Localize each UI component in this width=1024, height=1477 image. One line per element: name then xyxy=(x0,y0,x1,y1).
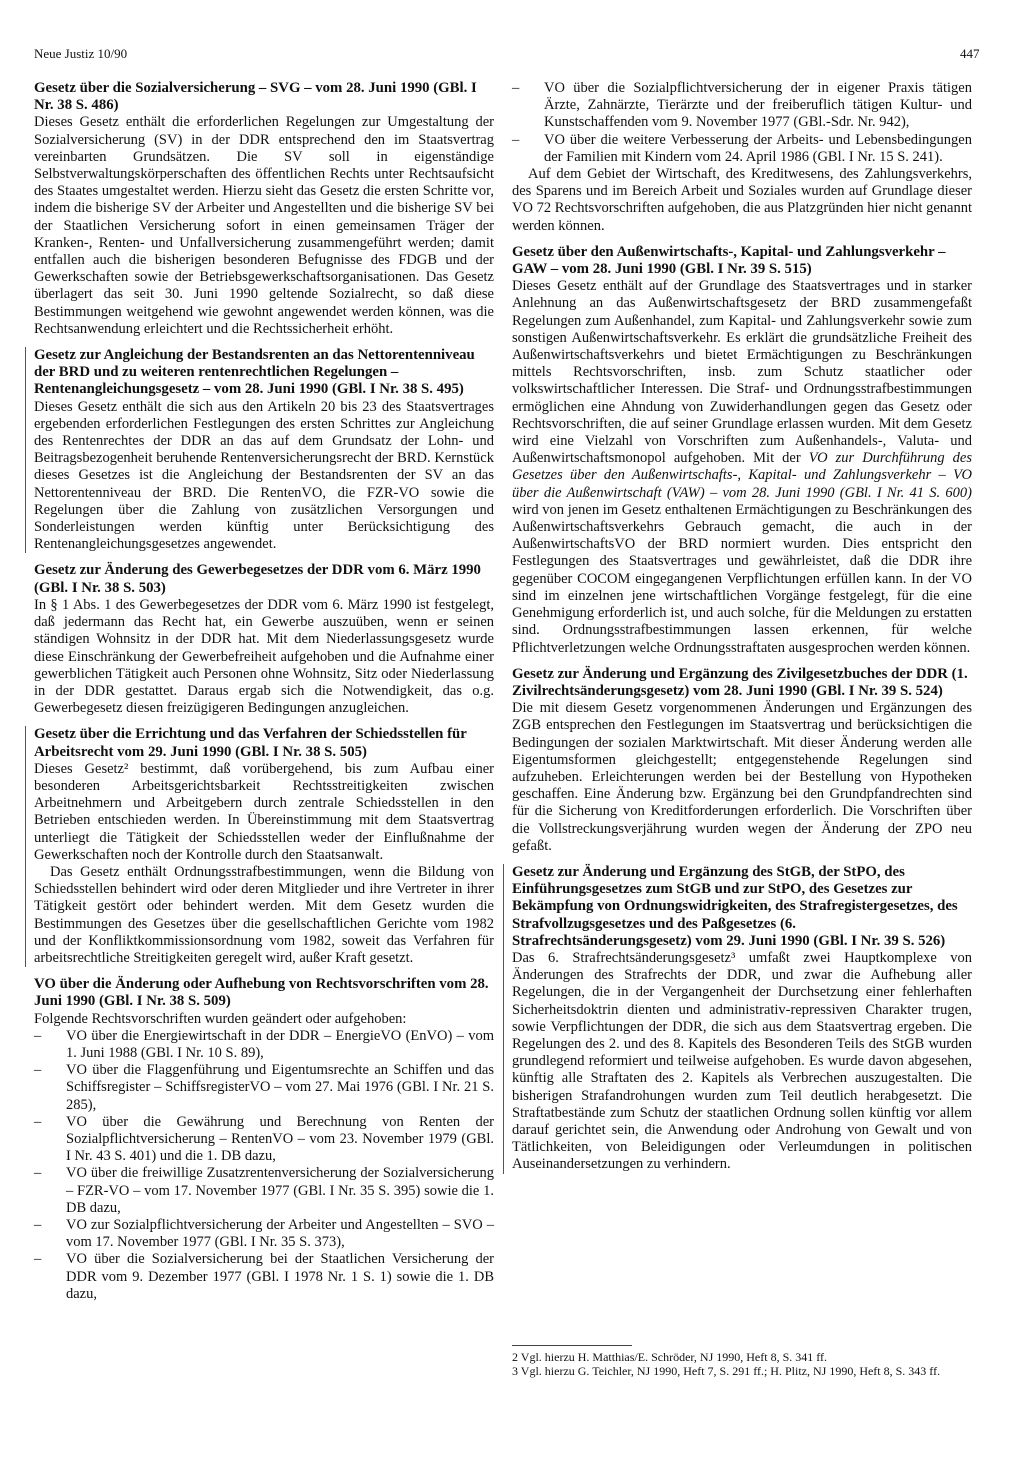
list-item: – VO über die Sozialpflichtversicherung der in eigener Praxis tätigen Ärzte, Zahnärzte, Tierärzte und der freiberuflich tätigen Kultur- und Kunstschaffenden vom 9. November 1977 (GBl.-Sdr. Nr. 942), xyxy=(512,80,972,132)
paragraph-text: wird von jenen im Gesetz enthaltenen Ermächtigungen zu Beschränkungen des Außenwirtschaftsverkehrs Gebrauch gemacht, die auch in der AußenwirtschaftsVO der BRD normiert wurden. Dies entspricht den Festlegungen des Staatsvertrages und gewährleistet, daß die DDR ihre gegenüber COCOM eingegangenen Verpflichtungen erfüllen kann. In der VO sind im einzelnen jene wirtschaftlichen Vorgänge festgelegt, für die eine Genehmigung erforderlich ist, und auch solche, für die Meldungen zu erstatten sind. Ordnungsstrafbestimmungen lassen erkennen, für welche Pflichtverletzungen welche Ordnungsstraftaten ausgesprochen werden können. xyxy=(512,501,972,656)
section-gewerbegesetz xyxy=(34,562,494,717)
paragraph-text: Dieses Gesetz enthält auf der Grundlage des Staatsvertrages und in starker Anlehnung an das Außenwirtschaftsgesetz der BRD zusammengefaßt Regelungen zum Außenhandel, zum Kapital- und Zahlungsverkehr sowie zum sonstigen Außenwirtschaftsverkehr. Es erklärt die grundsätzliche Freiheit des Außenwirtschaftsverkehrs und bietet Ermächtigungen zu Beschränkungen mittels Rechtsvorschriften, insb. zum Schutz staatlicher oder volkswirtschaftlicher Interessen. Die Straf- und Ordnungsstrafbestimmungen ermöglichen eine Ahndung von Zuwiderhandlungen gegen das Gesetz oder Rechtsvorschriften, die auf seiner Grundlage erlassen wurden. Mit dem Gesetz wird eine Vielzahl von Vorschriften zum Außenhandels-, Valuta- und Außenwirtschaftsmonopol aufgehoben. Mit der xyxy=(512,278,972,467)
footnote-rule xyxy=(512,1345,632,1346)
section-paragraph xyxy=(512,278,972,656)
section-paragraph: Das Gesetz enthält Ordnungsstrafbestimmungen, wenn die Bildung von Schiedsstellen behindert wird oder deren Mitglieder und ihre Vertreter in ihrer Tätigkeit gestört oder behindert werden. Mit dem Gesetz wurden die Bestimmungen des Gesetzes über die gesellschaftlichen Gerichte vom 1982 und der Konfliktkommissionsordnung vom 1982, soweit das Verfahren für arbeitsrechtliche Streitigkeiten geregelt wird, außer Kraft gesetzt. xyxy=(34,863,494,966)
section-title: Gesetz zur Änderung und Ergänzung des StGB, der StPO, des Einführungsgesetzes zum StGB und zur StPO, des Gesetzes zur Bekämpfung von Ordnungswidrigkeiten, des Strafregistergesetzes, des Strafvollzugsgesetzes und des Paßgesetzes (6. Strafrechtsänderungsgesetz) vom 29. Juni 1990 (GBl. I Nr. 39 S. 526) xyxy=(512,863,958,949)
section-vo-continued xyxy=(512,80,972,235)
section-title: Gesetz über den Außenwirtschafts-, Kapital- und Zahlungsverkehr – GAW – vom 28. Juni 1990 (GBl. I Nr. 39 S. 515) xyxy=(512,243,946,278)
section-paragraph: In § 1 Abs. 1 des Gewerbegesetzes der DDR vom 6. März 1990 ist festgelegt, daß jedermann das Recht hat, ein Gewerbe auszuüben, wenn er seinen ständigen Wohnsitz in der DDR hat. Mit dem Niederlassungsgesetz wurde diese Einschränkung der Gewerbefreiheit aufgehoben und die Aufnahme einer gewerblichen Tätigkeit auch Personen ohne Wohnsitz, Sitz oder Niederlassung in der DDR gestattet. Daraus ergab sich die Notwendigkeit, das o.g. Gewerbegesetz diesen freizügigeren Bedingungen anzugleichen. xyxy=(34,596,494,717)
section-zivilrechtsaenderungsgesetz xyxy=(512,666,972,855)
section-title: Gesetz zur Änderung und Ergänzung des Zivilgesetzbuches der DDR (1. Zivilrechtsänderungsgesetz) vom 28. Juni 1990 (GBl. I Nr. 39 S. 524) xyxy=(512,665,968,699)
section-title: Gesetz über die Errichtung und das Verfahren der Schiedsstellen für Arbeitsrecht vom 29. Juni 1990 (GBl. I Nr. 38 S. 505) xyxy=(34,726,467,760)
regulation-list xyxy=(512,80,972,166)
section-paragraph: Dieses Gesetz² bestimmt, daß vorübergehend, bis zum Aufbau einer besonderen Arbeitsgerichtsbarkeit Rechtsstreitigkeiten zwischen Arbeitnehmern und Arbeitgebern durch zentrale Schiedsstellen in den Betrieben entschieden werden. In Übereinstimmung mit dem Staatsvertrag unterliegt die Tätigkeit der Schiedsstellen weder der Einflußnahme der Gewerkschaften noch der Kontrolle durch den Staatsanwalt. xyxy=(34,760,494,863)
section-svg xyxy=(34,80,494,338)
section-title: Gesetz über die Sozialversicherung – SVG – vom 28. Juni 1990 (GBl. I Nr. 38 S. 486) xyxy=(34,80,477,114)
section-paragraph: Das 6. Strafrechtsänderungsgesetz³ umfaßt zwei Hauptkomplexe von Änderungen des Strafrechts der DDR, und zwar die Aufhebung aller Regelungen, die in der Vergangenheit der Durchsetzung einer fehlerhaften Sicherheitsdoktrin dienten und administrativ-repressiven Charakter trugen, sowie Verpflichtungen der DDR, die sich aus dem Staatsvertrag ergeben. Die Regelungen des 2. und des 8. Kapitels des Besonderen Teils des StGB wurden grundlegend reformiert und teilweise aufgehoben. Es wurde davon abgesehen, künftig alle Straftaten des 2. Kapitels als Verbrechen auszugestalten. Die bisherigen Strafandrohungen wurden zum Teil deutlich herabgesetzt. Die Straftatbestände zum Schutz der staatlichen Ordnung sollen künftig vor allem darauf gerichtet sein, die Anwendung oder Androhung von Gewalt und von Tätlichkeiten, von Beleidigungen oder Verleumdungen in politischen Auseinandersetzungen zu verhindern. xyxy=(512,949,972,1173)
section-rentenangleichungsgesetz xyxy=(25,347,494,553)
list-item: – VO über die Sozialversicherung bei der Staatlichen Versicherung der DDR vom 9. Dezember 1977 (GBl. I 1978 Nr. 1 S. 1) sowie die 1. DB dazu, xyxy=(34,1251,494,1303)
footnotes xyxy=(512,1345,972,1378)
list-item: – VO über die freiwillige Zusatzrentenversicherung der Sozialversicherung – FZR-VO – vom 17. November 1977 (GBl. I Nr. 35 S. 395) sowie die 1. DB dazu, xyxy=(34,1165,494,1217)
footnote-3: 3 Vgl. hierzu G. Teichler, NJ 1990, Heft 7, S. 291 ff.; H. Plitz, NJ 1990, Heft 8, S. 343 ff. xyxy=(512,1364,941,1378)
paragraph-italic-citation: VO zur Durchführung des Gesetzes über den Außenwirtschafts-, Kapital- und Zahlungsverkehr – VO über die Außenwirtschaft (VAW) – vom 28. Juni 1990 (GBl. I Nr. 41 S. 600) xyxy=(512,450,972,501)
section-paragraph: Dieses Gesetz enthält die erforderlichen Regelungen zur Umgestaltung der Sozialversicherung (SV) in der DDR entsprechend den im Staatsvertrag vereinbarten Grundsätzen. Die SV soll in eigenständige Selbstverwaltungskörperschaften des öffentlichen Rechts unter Rechtsaufsicht des Staates umgestaltet werden. Hierzu sieht das Gesetz die ersten Schritte vor, indem die bisherige SV der Arbeiter und Angestellten und die bisherige SV bei der Staatlichen Versicherung sofort in einen gemeinsamen Träger der Kranken-, Renten- und Unfallversicherung zusammengeführt werden; damit entfallen auch die bisherigen besonderen Befugnisse des FDGB und der Gewerkschaften sowie der Betriebsgewerkschaftsorganisationen. Das Gesetz überlagert das seit 30. Juni 1990 geltende Sozialrecht, so daß diese Bestimmungen weitgehend wie gewohnt angewendet werden können, was die Rechtsanwendung erleichtert und die Rechtssicherheit erhöht. xyxy=(34,114,494,337)
right-column xyxy=(512,80,972,1183)
list-item: – VO über die Gewährung und Berechnung von Renten der Sozialpflichtversicherung – RentenVO – vom 23. November 1979 (GBl. I Nr. 43 S. 401) und die 1. DB dazu, xyxy=(34,1114,494,1166)
list-item: – VO über die Flaggenführung und Eigentumsrechte an Schiffen und das Schiffsregister – SchiffsregisterVO – vom 27. Mai 1976 (GBl. I Nr. 21 S. 285), xyxy=(34,1062,494,1114)
section-paragraph: Auf dem Gebiet der Wirtschaft, des Kreditwesens, des Zahlungsverkehrs, des Sparens und im Bereich Arbeit und Soziales wurden auf Grundlage dieser VO 72 Rechtsvorschriften aufgehoben, die aus Platzgründen hier nicht genannt werden können. xyxy=(512,166,972,234)
section-strafrechtsaenderungsgesetz xyxy=(503,864,972,1174)
left-column xyxy=(34,80,494,1312)
section-schiedsstellen xyxy=(25,726,494,967)
page-number: 447 xyxy=(960,46,980,61)
section-title: Gesetz zur Angleichung der Bestandsrenten an das Nettorentenniveau der BRD und zu weiteren rentenrechtlichen Regelungen – Rentenangleichungsgesetz – vom 28. Juni 1990 (GBl. I Nr. 38 S. 495) xyxy=(34,347,475,398)
list-item: – VO über die weitere Verbesserung der Arbeits- und Lebensbedingungen der Familien mit Kindern vom 24. April 1986 (GBl. I Nr. 15 S. 241). xyxy=(512,132,972,166)
section-paragraph: Die mit diesem Gesetz vorgenommenen Änderungen und Ergänzungen des ZGB entsprechen den Festlegungen im Staatsvertrag und berücksichtigen die Bedingungen der sozialen Marktwirtschaft. Mit dieser Änderung werden alle Eigentumsformen gleichgestellt; entgegenstehende Regelungen sind aufzuheben. Erleichterungen werden bei der Bestellung von Hypotheken geschaffen. Eine Änderung bzw. Ergänzung bei den Grundpfandrechten sind für die Sicherung von Kreditforderungen erforderlich. Die Vorschriften über die Vollstreckungsverjährung wurden wegen der Änderung der ZPO neu gefaßt. xyxy=(512,700,972,854)
list-item: – VO über die Energiewirtschaft in der DDR – EnergieVO (EnVO) – vom 1. Juni 1988 (GBl. I Nr. 10 S. 89), xyxy=(34,1028,494,1062)
footnote-2: 2 Vgl. hierzu H. Matthias/E. Schröder, NJ 1990, Heft 8, S. 341 ff. xyxy=(512,1350,828,1364)
section-paragraph: Folgende Rechtsvorschriften wurden geändert oder aufgehoben: xyxy=(34,1010,407,1027)
regulation-list xyxy=(34,1028,494,1303)
section-title: Gesetz zur Änderung des Gewerbegesetzes der DDR vom 6. März 1990 (GBl. I Nr. 38 S. 503) xyxy=(34,562,481,596)
section-title: VO über die Änderung oder Aufhebung von Rechtsvorschriften vom 28. Juni 1990 (GBl. I Nr. 38 S. 509) xyxy=(34,976,489,1010)
list-item: – VO zur Sozialpflichtversicherung der Arbeiter und Angestellten – SVO – vom 17. November 1977 (GBl. I Nr. 35 S. 373), xyxy=(34,1217,494,1251)
running-header-journal: Neue Justiz 10/90 xyxy=(34,46,128,61)
section-paragraph: Dieses Gesetz enthält die sich aus den Artikeln 20 bis 23 des Staatsvertrages ergebenden erforderlichen Festlegungen des ersten Schrittes zur Angleichung des Rentenrechtes der DDR an das auf dem Grundsatz der Lohn- und Beitragsbezogenheit beruhende Rentenversicherungsrecht der BRD. Kernstück dieses Gesetzes ist die Angleichung der Bestandsrenten der SV an das Nettorentenniveau der BRD. Die RentenVO, die FZR-VO sowie die Regelungen über die Zahlung von zusätzlichen Versorgungen und Sonderleistungen werden künftig unter Berücksichtigung des Rentenangleichungsgesetzes angewendet. xyxy=(34,398,494,553)
section-gaw xyxy=(512,244,972,657)
section-vo-rechtsvorschriften xyxy=(34,976,494,1303)
